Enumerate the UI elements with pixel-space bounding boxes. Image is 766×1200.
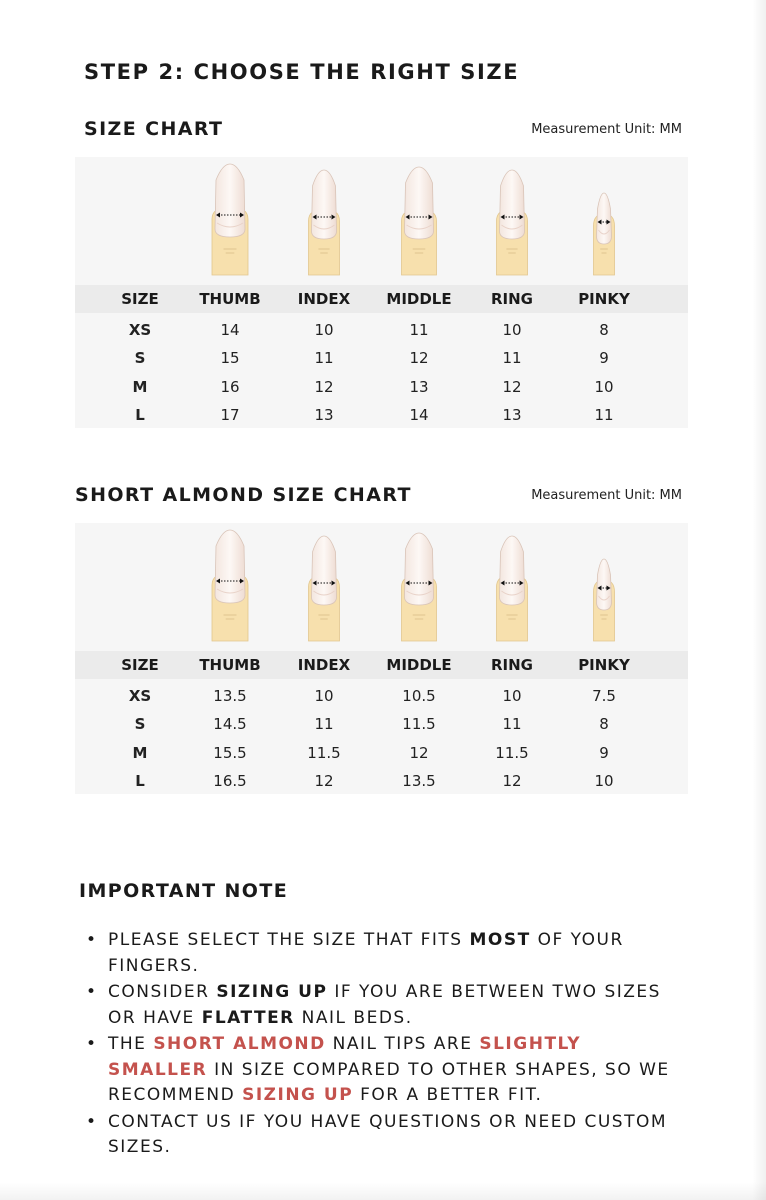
note-item	[86, 1110, 686, 1161]
table-cell-ring: 10	[502, 687, 522, 705]
table-cell-index: 12	[314, 378, 334, 396]
finger-nail-icon	[309, 536, 340, 641]
table-cell-ring: 10	[502, 321, 522, 339]
bold-text: SIZING UP	[216, 982, 328, 1002]
column-header-pinky: PINKY	[578, 290, 630, 308]
size-chart-unit: Measurement Unit: MM	[531, 122, 682, 137]
table-cell-pinky: 10	[594, 378, 614, 396]
table-cell-middle: 13	[409, 378, 429, 396]
short-almond-chart-unit: Measurement Unit: MM	[531, 488, 682, 503]
column-header-index: INDEX	[297, 290, 351, 308]
table-cell-pinky: 11	[594, 406, 614, 424]
important-note-list	[86, 928, 686, 1162]
note-text: OF YOUR FINGERS.	[108, 930, 624, 976]
table-cell-index: 13	[314, 406, 334, 424]
finger-nail-icon	[402, 167, 437, 275]
step-title: STEP 2: CHOOSE THE RIGHT SIZE	[84, 60, 520, 84]
table-cell-thumb: 14.5	[213, 715, 247, 733]
table-cell-index: 11	[314, 715, 334, 733]
finger-nail-icon	[594, 559, 615, 641]
row-size-label: S	[134, 349, 146, 367]
table-cell-thumb: 14	[220, 321, 240, 339]
column-header-size: SIZE	[121, 290, 159, 308]
bullet-icon: •	[86, 930, 98, 950]
note-text: NAIL TIPS ARE	[325, 1034, 480, 1054]
bullet-icon: •	[86, 982, 98, 1002]
short-almond-chart-table	[75, 523, 688, 794]
table-cell-pinky: 9	[599, 744, 609, 762]
column-header-thumb: THUMB	[199, 656, 261, 674]
table-cell-middle: 11.5	[402, 715, 436, 733]
size-chart-title: SIZE CHART	[84, 118, 224, 140]
row-size-label: M	[132, 744, 148, 762]
note-text: CONTACT US IF YOU HAVE QUESTIONS OR NEED CUSTOM SIZES.	[108, 1111, 668, 1157]
highlight-text: SHORT ALMOND	[153, 1034, 326, 1054]
page-bottom-shade	[0, 1182, 766, 1200]
row-size-label: XS	[128, 687, 152, 705]
highlight-text: SLIGHTLY SMALLER	[108, 1034, 582, 1080]
note-text: THE	[108, 1034, 154, 1054]
column-header-size: SIZE	[121, 656, 159, 674]
table-cell-thumb: 13.5	[213, 687, 247, 705]
note-text: IN SIZE COMPARED TO OTHER SHAPES, SO WE RECOMMEND	[108, 1059, 670, 1105]
short-almond-chart-header	[0, 484, 766, 514]
note-text: CONSIDER	[108, 982, 217, 1002]
note-text: NAIL BEDS.	[294, 1007, 413, 1028]
column-header-ring: RING	[491, 656, 533, 674]
table-cell-index: 12	[314, 772, 334, 790]
finger-nail-icon	[402, 533, 437, 641]
finger-nail-icon	[497, 170, 528, 275]
page-edge-shade	[752, 0, 766, 1200]
column-header-pinky: PINKY	[578, 656, 630, 674]
column-header-thumb: THUMB	[199, 290, 261, 308]
table-cell-ring: 11.5	[495, 744, 529, 762]
column-header-middle: MIDDLE	[386, 290, 452, 308]
table-cell-pinky: 8	[599, 715, 609, 733]
row-size-label: L	[135, 406, 145, 424]
table-cell-index: 11.5	[307, 744, 341, 762]
table-cell-pinky: 8	[599, 321, 609, 339]
table-cell-thumb: 16	[220, 378, 240, 396]
size-chart-header	[0, 118, 766, 148]
table-cell-ring: 13	[502, 406, 522, 424]
size-chart-table	[75, 157, 688, 428]
table-cell-middle: 12	[409, 744, 429, 762]
bullet-icon: •	[86, 1034, 98, 1054]
table-cell-middle: 10.5	[402, 687, 436, 705]
table-cell-middle: 13.5	[402, 772, 436, 790]
row-size-label: S	[134, 715, 146, 733]
bold-text: MOST	[469, 930, 531, 950]
table-cell-middle: 12	[409, 349, 429, 367]
table-cell-index: 11	[314, 349, 334, 367]
table-cell-ring: 11	[502, 715, 522, 733]
table-cell-index: 10	[314, 687, 334, 705]
column-header-middle: MIDDLE	[386, 656, 452, 674]
row-size-label: L	[135, 772, 145, 790]
bullet-icon: •	[86, 1111, 98, 1132]
table-cell-thumb: 16.5	[213, 772, 247, 790]
table-cell-middle: 14	[409, 406, 429, 424]
finger-nail-icon	[309, 170, 340, 275]
highlight-text: SIZING UP	[242, 1085, 354, 1105]
note-item	[86, 980, 686, 1031]
table-cell-index: 10	[314, 321, 334, 339]
note-text: IF YOU ARE BETWEEN TWO SIZES OR HAVE	[108, 982, 661, 1028]
short-almond-chart-title: SHORT ALMOND SIZE CHART	[75, 484, 412, 506]
note-text: PLEASE SELECT THE SIZE THAT FITS	[108, 930, 470, 950]
column-header-ring: RING	[491, 290, 533, 308]
finger-nail-icon	[212, 530, 248, 641]
table-cell-thumb: 17	[220, 406, 240, 424]
row-size-label: XS	[128, 321, 152, 339]
table-cell-pinky: 7.5	[592, 687, 616, 705]
table-cell-ring: 11	[502, 349, 522, 367]
note-item	[86, 1032, 686, 1109]
finger-nail-icon	[497, 536, 528, 641]
important-note-title: IMPORTANT NOTE	[79, 880, 289, 902]
finger-nail-icon	[212, 164, 248, 275]
table-cell-ring: 12	[502, 772, 522, 790]
table-cell-middle: 11	[409, 321, 429, 339]
table-cell-thumb: 15	[220, 349, 240, 367]
finger-nail-icon	[594, 193, 615, 275]
note-text: FOR A BETTER FIT.	[353, 1085, 543, 1105]
table-cell-thumb: 15.5	[213, 744, 247, 762]
row-size-label: M	[132, 378, 148, 396]
table-cell-ring: 12	[502, 378, 522, 396]
nail-illustrations	[75, 523, 688, 651]
table-cell-pinky: 10	[594, 772, 614, 790]
nail-illustrations	[75, 157, 688, 285]
column-header-index: INDEX	[297, 656, 351, 674]
table-cell-pinky: 9	[599, 349, 609, 367]
note-item	[86, 928, 686, 979]
bold-text: FLATTER	[201, 1007, 295, 1028]
